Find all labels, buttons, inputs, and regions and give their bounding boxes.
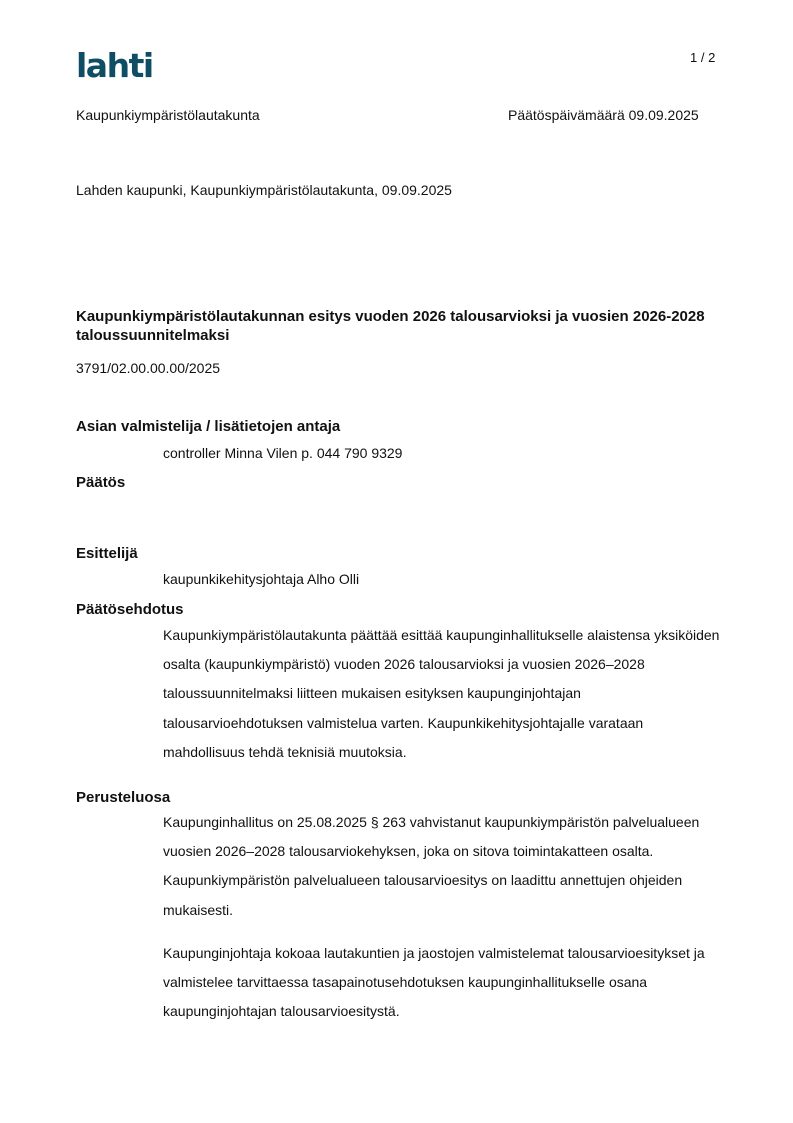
preparer-text: controller Minna Vilen p. 044 790 9329 [163, 445, 403, 461]
presenter-text: kaupunkikehitysjohtaja Alho Olli [163, 571, 360, 587]
presenter-heading: Esittelijä [76, 545, 138, 562]
rationale-heading: Perusteluosa [76, 789, 171, 806]
decision-date: Päätöspäivämäärä 09.09.2025 [508, 107, 699, 123]
rationale-paragraph-1: Kaupunginhallitus on 25.08.2025 § 263 vahvistanut kaupunkiympäristön palvelualueen vuosien 2026–2028 talousarviokehyksen, joka on sitova toimintakatteen osalta. Kaupunkiympäristön palvelualueen talousarvioesitys on laadittu annettujen ohjeiden mukaisesti. [163, 814, 700, 918]
board-name: Kaupunkiympäristölautakunta [76, 107, 260, 123]
proposal-heading: Päätösehdotus [76, 601, 184, 618]
proposal-text: Kaupunkiympäristölautakunta päättää esittää kaupunginhallitukselle alaistensa yksiköiden osalta (kaupunkiympäristö) vuoden 2026 talousarvioksi ja vuosien 2026–2028 taloussuunnitelmaksi liitteen mukaisen esityksen kaupunginjohtajan talousarvioehdotuksen valmistelua varten. Kaupunkikehitysjohtajalle varataan mahdollisuus tehdä teknisiä muutoksia. [163, 627, 720, 760]
record-number: 3791/02.00.00.00/2025 [76, 360, 221, 376]
meeting-line: Lahden kaupunki, Kaupunkiympäristölautakunta, 09.09.2025 [76, 182, 452, 198]
document-title: Kaupunkiympäristölautakunnan esitys vuoden 2026 talousarvioksi ja vuosien 2026-2028 taloussuunnitelmaksi [76, 308, 705, 344]
rationale-paragraph-2: Kaupunginjohtaja kokoaa lautakuntien ja jaostojen valmistelemat talousarvioesitykset ja valmistelee tarvittaessa tasapainotusehdotuksen kaupunginhallitukselle osana kaupunginjohtajan talousarvioesitystä. [163, 945, 705, 1020]
decision-heading: Päätös [76, 474, 126, 491]
lahti-logo: lahti [76, 46, 153, 85]
page-number: 1 / 2 [690, 50, 716, 65]
preparer-heading: Asian valmistelija / lisätietojen antaja [76, 418, 341, 435]
